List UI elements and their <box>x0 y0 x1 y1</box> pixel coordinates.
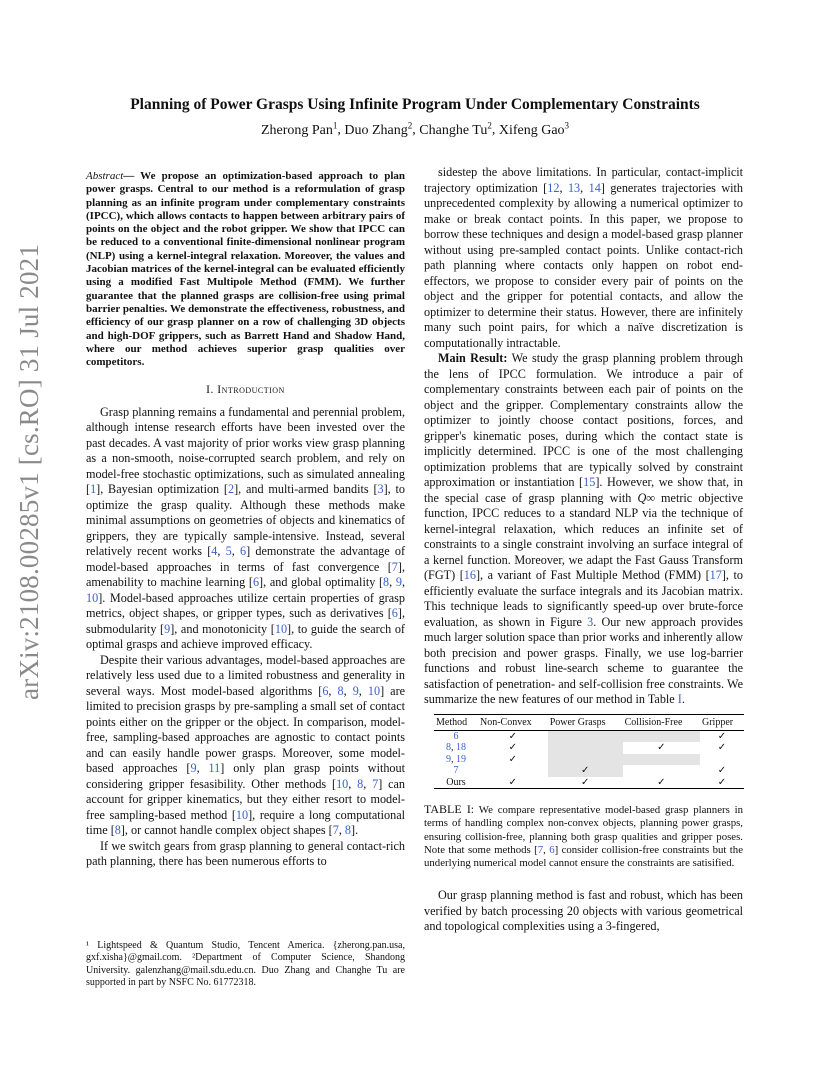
table-caption: TABLE I: We compare representative model-based grasp planners in terms of handling complex non-convex objects, planning power grasps, ensuring collision-free, planning both grasp qualities and gripper poses. Note that some methods [7, 6] consider collision-free constraints but the underlying numerical model cannot ensure the constraints are satisified. <box>424 802 744 870</box>
paragraph: Grasp planning remains a fundamental and perennial problem, although intense research efforts have been invested over the past decades. A vast majority of prior works view grasp planning as a non-smooth, noise-corrupted search problem, and rely on model-free stochastic optimizations, such as simulated annealing [1], Bayesian optimization [2], and multi-armed bandits [3], to optimize the grasp quality. Although these methods make minimal assumptions on geometries of objects and kinematics of grippers, they are typically sample-intensive. Instead, several relatively recent works [4, 5, 6] demonstrate the advantage of model-based approaches in terms of fast convergence [7], amenability to machine learning [6], and global optimality [8, 9, 10]. Model-based approaches utilize certain properties of grasp metrics, object shapes, or gripper types, such as derivatives [6], submodularity [9], and monotonicity [10], to guide the search of optimal grasps and achieve improved efficacy. <box>86 404 406 652</box>
citation-link[interactable]: 10 <box>86 590 99 605</box>
table-cell: ✓ <box>548 777 623 789</box>
caption-label: TABLE I: <box>424 802 475 816</box>
footnote: ¹ Lightspeed & Quantum Studio, Tencent America. {zherong.pan.usa, gxf.xisha}@gmail.com. ²Department of Computer Science, Shandong University. galenzhang@mail.sdu.edu.cn. Duo Zhang and Changhe Tu are supported in part by NSFC No. 61772318. <box>86 940 405 988</box>
table-method-cell <box>434 765 478 777</box>
citation-link[interactable]: 6 <box>240 544 247 559</box>
author: Duo Zhang$^2$ <box>344 120 413 138</box>
paper-title: Planning of Power Grasps Using Infinite Program Under Complementary Constraints <box>130 96 700 113</box>
citation-link[interactable]: 10 <box>235 807 249 822</box>
arxiv-identifier: arXiv:2108.00285v1 [cs.RO] 31 Jul 2021 <box>14 243 44 700</box>
table-cell <box>700 754 744 766</box>
citation-link[interactable]: 2 <box>228 482 235 497</box>
citation-link[interactable]: 9 <box>395 575 402 590</box>
citation-link[interactable]: 6 <box>453 730 459 742</box>
table-cell: ✓ <box>717 765 727 777</box>
right-body-continued <box>424 888 743 935</box>
table-header-cell: Power Grasps <box>548 714 623 730</box>
table-cell: ✓ <box>717 730 727 742</box>
citation-link[interactable]: 9 <box>164 621 171 636</box>
table-cell: ✓ <box>657 742 666 754</box>
table-method-cell <box>434 730 478 742</box>
citation-link[interactable]: 1 <box>90 482 97 497</box>
citation-link[interactable]: 3 <box>587 614 594 629</box>
abstract-label: Abstract <box>86 170 124 182</box>
author-list: Zherong Pan$^1$, Duo Zhang$^2$, Changhe Tu$^2$, Xifeng Gao$^3$ <box>260 120 570 138</box>
citation-link[interactable]: 9 <box>352 683 359 698</box>
citation-link[interactable]: 13 <box>567 180 581 195</box>
citation-link[interactable]: 17 <box>709 568 722 582</box>
citation-link[interactable]: 9 <box>190 761 197 776</box>
citation-link[interactable]: 16 <box>463 568 476 582</box>
table-cell: ✓ <box>623 777 700 789</box>
run-in-heading: Main Result: <box>438 351 508 365</box>
citation-link[interactable]: 15 <box>583 475 596 489</box>
table-cell: ✓ <box>700 777 744 789</box>
abstract-text: — We propose an optimization-based approach to plan power grasps. Central to our method is a reformulation of grasp planning as an infinite program under complementary constraints (IPCC), which allows contacts to happen between arbitrary pairs of points on the object and the robot gripper. We show that IPCC can be reduced to a conventional finite-dimensional nonlinear program (NLP) using a kernel-integral relaxation. Moreover, the values and Jacobian matrices of the kernel-integral can be evaluated efficiently using a modified Fast Multipole Method (FMM). We further guarantee that the planned grasps are collision-free using primal barrier penalties. We demonstrate the effectiveness, robustness, and efficiency of our grasp planner on a row of challenging 3D objects and high-DOF grippers, such as Barrett Hand and Shadow Hand, where our method achieves superior grasp qualities over competitors. <box>86 170 405 369</box>
citation-link[interactable]: 11 <box>208 761 221 776</box>
table-row <box>434 765 744 777</box>
paragraph: If we switch gears from grasp planning to general contact-rich path planning, there has been numerous efforts to <box>86 838 405 869</box>
citation-link[interactable]: 12 <box>547 180 560 195</box>
citation-link[interactable]: 6 <box>322 683 329 698</box>
citation-link[interactable]: 8 <box>114 823 121 838</box>
citation-link[interactable]: 18 <box>455 742 466 754</box>
paragraph: Despite their various advantages, model-based approaches are relatively less used due to a limited robustness and generality in several ways. Most model-based algorithms [6, 8, 9, 10] are limited to precision grasps by pre-sampling a small set of contact points either on the gripper or the object. In comparison, model-free, sampling-based approaches are agnostic to contact points and can easily handle power grasps. Moreover, some model-based approaches [9, 11] only plan grasp points without considering gripper fesasibility. Other methods [10, 8, 7] can account for gripper kinematics, but they either resort to model-free sampling-based method [10], require a long computational time [8], or cannot handle complex object shapes [7, 8]. <box>86 652 406 838</box>
citation-link[interactable]: 19 <box>455 753 466 765</box>
citation-link[interactable]: 5 <box>225 544 232 559</box>
citation-link[interactable]: 7 <box>453 765 459 777</box>
citation-link[interactable]: 8 <box>337 683 344 698</box>
table-cell <box>548 742 623 754</box>
table-method-cell: Ours <box>434 777 478 789</box>
table-cell: ✓ <box>478 777 548 789</box>
citation-link[interactable]: 10 <box>274 621 288 636</box>
table-cell <box>478 765 548 777</box>
table-header-cell: Collision-Free <box>623 714 700 730</box>
abstract <box>86 170 405 369</box>
table-cell <box>623 754 700 766</box>
table-row <box>434 777 744 789</box>
citation-link[interactable]: 3 <box>377 482 384 497</box>
citation-link[interactable]: 6 <box>391 606 398 621</box>
section-title: Introduction <box>217 384 285 397</box>
citation-link[interactable]: 10 <box>367 683 381 698</box>
paragraph: Our grasp planning method is fast and robust, which has been verified by batch processing 20 objects with various geometrical and topological complexities using a 3-fingered, <box>424 888 743 934</box>
right-column <box>424 165 743 935</box>
table-cell: ✓ <box>717 742 727 754</box>
table-header-cell: Non-Convex <box>478 714 548 730</box>
table-cell: ✓ <box>548 765 623 777</box>
affiliation-mark: 2 <box>407 120 413 130</box>
section-heading <box>86 383 405 399</box>
citation-link[interactable]: 8 <box>445 742 451 754</box>
table-cell <box>623 765 700 777</box>
table-cell <box>623 730 700 742</box>
citation-link[interactable]: 6 <box>549 843 555 856</box>
citation-link[interactable]: 8 <box>357 776 364 791</box>
feature-table <box>434 714 744 790</box>
affiliation-mark: 2 <box>487 120 492 130</box>
citation-link[interactable]: 9 <box>445 753 451 765</box>
citation-link[interactable]: I <box>677 692 682 706</box>
affiliation-mark: 3 <box>564 120 570 130</box>
intro-body <box>86 405 405 870</box>
affiliation-mark: 1 <box>332 120 338 130</box>
table-cell: ✓ <box>508 742 518 754</box>
feature-table-wrap <box>434 714 744 790</box>
citation-link[interactable]: 7 <box>537 843 544 856</box>
table-row <box>434 742 744 754</box>
author: Changhe Tu$^2$ <box>419 120 492 138</box>
citation-link[interactable]: 10 <box>336 776 349 791</box>
section-number: I. <box>206 384 218 397</box>
citation-link[interactable]: 8 <box>344 823 352 838</box>
paragraph: Main Result: We study the grasp planning problem through the lens of IPCC formulation. We introduce a pair of complementary constraints between each pair of points on the object and the gripper. Complementary constraints allow the optimizer to jointly choose contact positions, forces, and gripper's kinematic poses, during which the contact state is implicitly determined. IPCC is one of the most challenging optimization problems that are typically solved by constraint approximation or instantiation [15]. However, we show that, in the special case of grasp planning with Q∞ metric objective function, IPCC reduces to a standard NLP via the technique of kernel-integral relaxation, which reduces an infinite set of constraints to a single constraint involving an surface integral of a kernel function. Moreover, we adapt the Fast Gauss Transform (FGT) [16], a variant of Fast Multiple Method (FMM) [17], to efficiently evaluate the surface integrals and its Jacobian matrix. This technique leads to significantly speed-up over brute-force evaluation, as shown in Figure 3. Our new approach provides much larger solution space than prior works and inherently allow both precision and power grasps. Finally, we use log-barrier functions and robust line-search scheme to guarantee the satisfaction of penetration- and self-collision free constraints. We summarize the new features of our method in Table I. <box>424 351 744 706</box>
table-cell <box>548 730 623 742</box>
author: Xifeng Gao$^3$ <box>498 120 570 138</box>
right-body <box>424 165 743 708</box>
math-symbol: Q∞ <box>637 490 655 505</box>
table-method-cell: 9, 19 <box>445 753 466 765</box>
citation-link[interactable]: 14 <box>588 180 601 195</box>
table-row <box>434 730 744 742</box>
citation-link[interactable]: 8 <box>383 575 390 590</box>
table-row <box>434 754 744 766</box>
table-header-cell: Gripper <box>700 714 744 730</box>
table-cell: ✓ <box>508 753 518 765</box>
citation-link[interactable]: 7 <box>391 559 398 574</box>
citation-link[interactable]: 6 <box>252 575 260 590</box>
table-method-cell: 8, 18 <box>445 742 466 754</box>
table-cell <box>548 754 623 766</box>
paragraph: sidestep the above limitations. In particular, contact-implicit trajectory optimization [12, 13, 14] generates trajectories with unprecedented complexity by allowing a numerical optimizer to make or break contact points. In this paper, we propose to borrow these techniques and design a model-based grasp planner without using pre-sampled contact points. Unlike contact-rich path planning where contacts only happen on robot end-effectors, we propose to consider every pair of points on the object and the gripper for potential contacts, and allow the optimizer to determine their status. However, there are infinitely many such point pairs, for which a naïve discretization is computationally intractable. <box>424 165 744 350</box>
table-body <box>434 730 744 789</box>
left-column <box>86 170 405 870</box>
table-cell: ✓ <box>508 730 518 742</box>
table-header-row <box>434 714 744 730</box>
citation-link[interactable]: 7 <box>332 823 339 838</box>
citation-link[interactable]: 7 <box>372 776 379 791</box>
author: Zherong Pan$^1$ <box>260 120 338 138</box>
table-header-cell: Method <box>434 714 478 730</box>
citation-link[interactable]: 4 <box>211 544 218 559</box>
